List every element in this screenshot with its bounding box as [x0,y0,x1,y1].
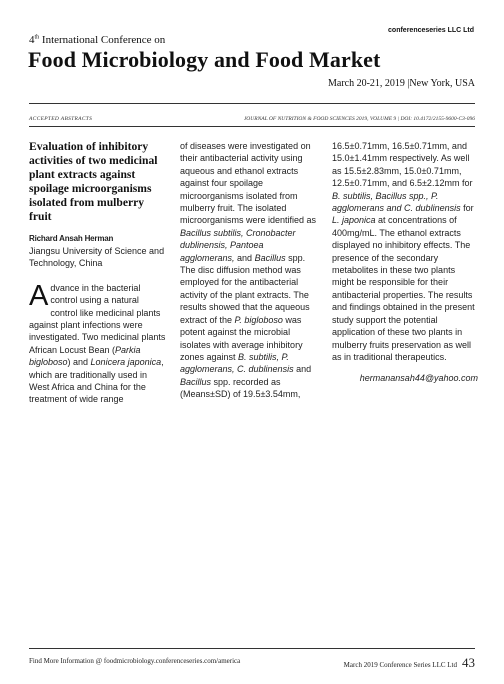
species-name: Bacillus [254,252,286,263]
author-name: Richard Ansah Herman [29,233,114,243]
text-span: and [234,252,255,263]
text-span: 16.5±0.71mm, 16.5±0.71mm, and 15.0±1.41mm respectively. As well as 15.5±2.83mm, 15.0±0.71mm, 12.5±0.71mm, and 6.5±2.12mm for [332,141,473,189]
footer-divider [29,648,475,649]
section-label: ACCEPTED ABSTRACTS [29,116,93,122]
publisher-name: conferenceseries LLC Ltd [388,27,474,34]
abstract-text-col3 [332,140,478,363]
text-span: was potent against the microbial isolates with average inhibitory zones against [180,314,303,362]
conference-edition-number: 4 [29,34,35,46]
text-span: dvance in the bacterial control using a natural control like medicinal plants against plant infections were investigated. Two medicinal plants African Locust Bean ( [29,282,166,355]
drop-cap: A [29,279,49,312]
conference-title: Food Microbiology and Food Market [28,47,381,72]
text-span: spp. The disc diffusion method was employed for the antibacterial activity of the plant extracts. The results showed that the aqueous extract of the [180,252,310,325]
text-span: at concentrations of 400mg/mL. The ethanol extracts displayed no inhibitory effects. The presence of the secondary metabolites in these two plants might be responsible for their antibacterial properties. The results and findings obtained in the present study support the potential application of these two plants in mulberry fruits preservation as well as in traditional therapeutics. [332,215,475,362]
species-name: B. subtilis, Bacillus spp., P. agglomerans and C. dublinensis [332,190,461,214]
footer-copyright [344,654,475,672]
text-span: of diseases were investigated on their antibacterial activity using aqueous and ethanol extracts against four spoilage microorganisms isolated from mulberry fruit. The isolated microorganisms were identified as [180,141,317,226]
author-email[interactable]: hermanansah44@yahoo.com [359,373,478,384]
species-name: Bacillus [180,376,212,387]
species-name: P. bigloboso [234,314,283,325]
header-divider [29,103,475,104]
conference-date-location: March 20-21, 2019 |New York, USA [328,78,475,89]
conference-edition-suffix: th [34,34,40,41]
text-span: , which are traditionally used in West Africa and China for the treatment of wide range [29,357,164,405]
species-name: Bacillus subtilis, Cronobacter dublinensis, Pantoea agglomerans, [180,227,296,263]
abstract-column-2 [180,140,317,401]
abstract-title: Evaluation of inhibitory activities of two medicinal plant extracts against spoilage microorganisms isolated from mulberry fruit [29,140,158,224]
footer-more-info: Find More Information @ foodmicrobiology.conferenceseries.com/america [29,657,241,665]
species-name: Lonicera japonica [90,357,162,368]
text-span: spp. recorded as (Means±SD) of 19.5±3.54mm, [180,376,301,400]
species-name: B. subtilis, P. agglomerans, C. dublinensis [180,351,294,375]
species-name: L. japonica [332,215,376,226]
page-number: 43 [462,655,475,670]
conference-prefix: International Conference on [39,34,166,46]
text-span: ) and [67,357,91,368]
conference-edition [29,34,165,46]
text-span: for [460,203,474,214]
abstract-text-col1 [29,279,166,406]
footer-publisher: March 2019 Conference Series LLC Ltd [343,661,457,669]
journal-citation: JOURNAL OF NUTRITION & FOOD SCIENCES 2019, VOLUME 9 | DOI: 10.4172/2155-9600-C3-096 [243,116,475,122]
species-name: Parkia bigloboso [29,344,141,368]
abstract-column-3 [332,140,478,385]
meta-divider [29,126,475,127]
text-span: and [293,364,312,375]
author-affiliation: Jiangsu University of Science and Technology, China [29,245,165,269]
abstract-column-1 [29,140,166,406]
